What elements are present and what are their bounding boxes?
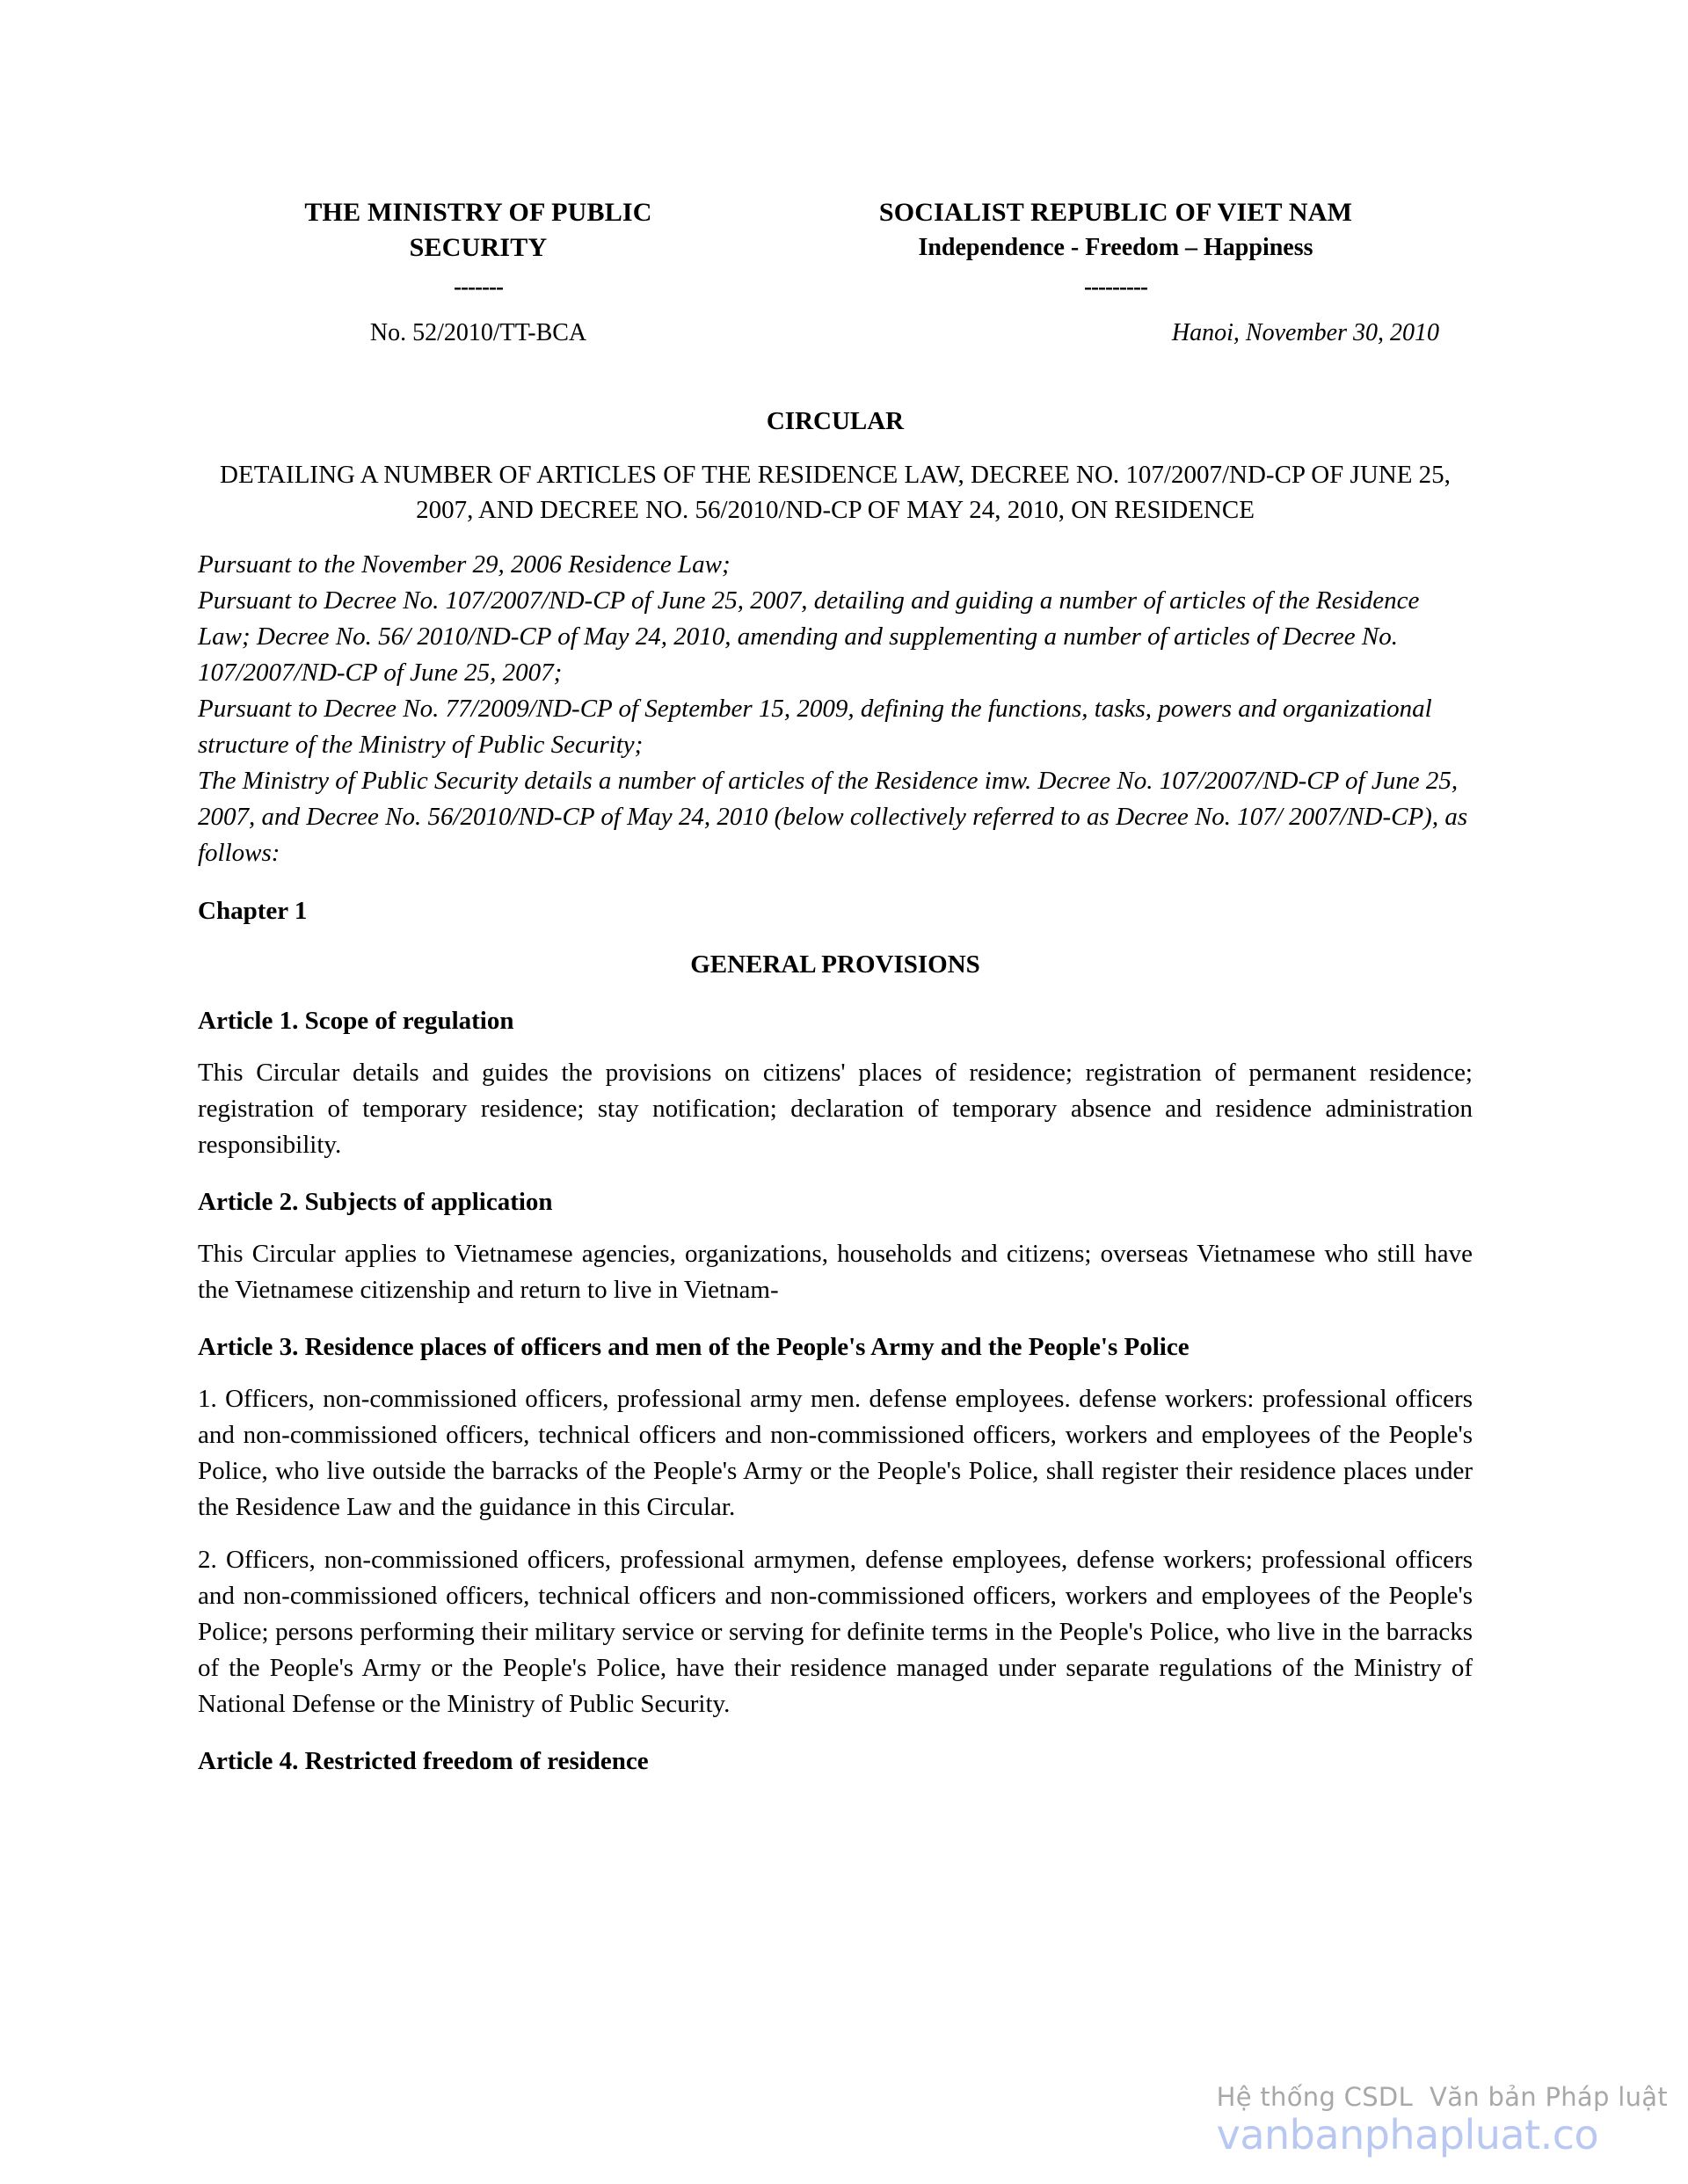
header-national-motto-column <box>759 195 1473 353</box>
preamble-line-2: Pursuant to Decree No. 107/2007/ND-CP of June 25, 2007, detailing and guiding a number of articles of the Residence Law; Decree No. 56/ 2010/ND-CP of May 24, 2010, amending and supplementing a number of articles of Decree No. 107/2007/ND-CP of June 25, 2007; <box>198 586 1420 687</box>
watermark-domain: vanbanphapluat.co <box>1216 2111 1599 2159</box>
ministry-name-line1: THE MINISTRY OF PUBLIC <box>304 198 652 227</box>
right-separator-dashes: --------- <box>1084 273 1147 300</box>
article-3-clause-1: 1. Officers, non-commissioned officers, professional army men. defense employees. defense workers: professional officers and non-commissioned officers, technical officers and non-commissioned officers, workers and employees of the People's Police, who live outside the barracks of the People's Army or the People's Police, shall register their residence places under the Residence Law and the guidance in this Circular. <box>198 1385 1473 1521</box>
place-and-date: Hanoi, November 30, 2010 <box>1171 319 1439 346</box>
article-1-body: This Circular details and guides the provisions on citizens' places of residence; registration of permanent residence; registration of temporary residence; stay notification; declaration of temporary absence and residence administration responsibility. <box>198 1059 1473 1159</box>
chapter-title: GENERAL PROVISIONS <box>690 950 980 979</box>
article-4-heading: Article 4. Restricted freedom of residence <box>198 1747 649 1775</box>
article-1-heading: Article 1. Scope of regulation <box>198 1007 514 1035</box>
article-3-clause-2: 2. Officers, non-commissioned officers, professional armymen, defense employees, defense workers; professional officers and non-commissioned officers, technical officers and non-commissioned officers, workers and employees of the People's Police; persons performing their military service or serving for definite terms in the People's Police, who live in the barracks of the People's Army or the People's Police, have their residence managed under separate regulations of the Ministry of National Defense or the Ministry of Public Security. <box>198 1546 1473 1718</box>
header-issuing-agency-column <box>198 195 759 353</box>
preamble-block <box>198 547 1473 871</box>
country-name: SOCIALIST REPUBLIC OF VIET NAM <box>878 198 1353 227</box>
document-type-title: CIRCULAR <box>766 407 905 435</box>
document-header <box>198 0 1473 353</box>
ministry-name-line2: SECURITY <box>409 233 548 262</box>
article-2-body: This Circular applies to Vietnamese agencies, organizations, households and citizens; overseas Vietnamese who still have the Vietnamese citizenship and return to live in Vietnam- <box>198 1240 1473 1304</box>
preamble-line-4: The Ministry of Public Security details a number of articles of the Residence imw. Decree No. 107/2007/ND-CP of June 25, 2007, and Decree No. 56/2010/ND-CP of May 24, 2010 (below collectively referred to as Decree No. 107/ 2007/ND-CP), as follows: <box>198 767 1468 867</box>
watermark-site-name: Hệ thống CSDL Văn bản Pháp luật <box>1216 2082 1668 2112</box>
preamble-line-1: Pursuant to the November 29, 2006 Residence Law; <box>198 550 731 579</box>
document-subject-title: DETAILING A NUMBER OF ARTICLES OF THE RESIDENCE LAW, DECREE NO. 107/2007/ND-CP OF JUNE 25, 2007, AND DECREE NO. 56/2010/ND-CP OF MAY 24, 2010, ON RESIDENCE <box>220 461 1451 524</box>
chapter-label: Chapter 1 <box>198 897 308 925</box>
national-motto: Independence - Freedom – Happiness <box>918 234 1313 261</box>
preamble-line-3: Pursuant to Decree No. 77/2009/ND-CP of September 15, 2009, defining the functions, tasks, powers and organizational structure of the Ministry of Public Security; <box>198 695 1432 759</box>
left-separator-dashes: ------- <box>454 273 503 300</box>
article-3-heading: Article 3. Residence places of officers and men of the People's Army and the People's Police <box>198 1333 1190 1361</box>
article-2-heading: Article 2. Subjects of application <box>198 1188 553 1216</box>
document-number: No. 52/2010/TT-BCA <box>369 319 587 346</box>
document-page <box>198 0 1473 2184</box>
